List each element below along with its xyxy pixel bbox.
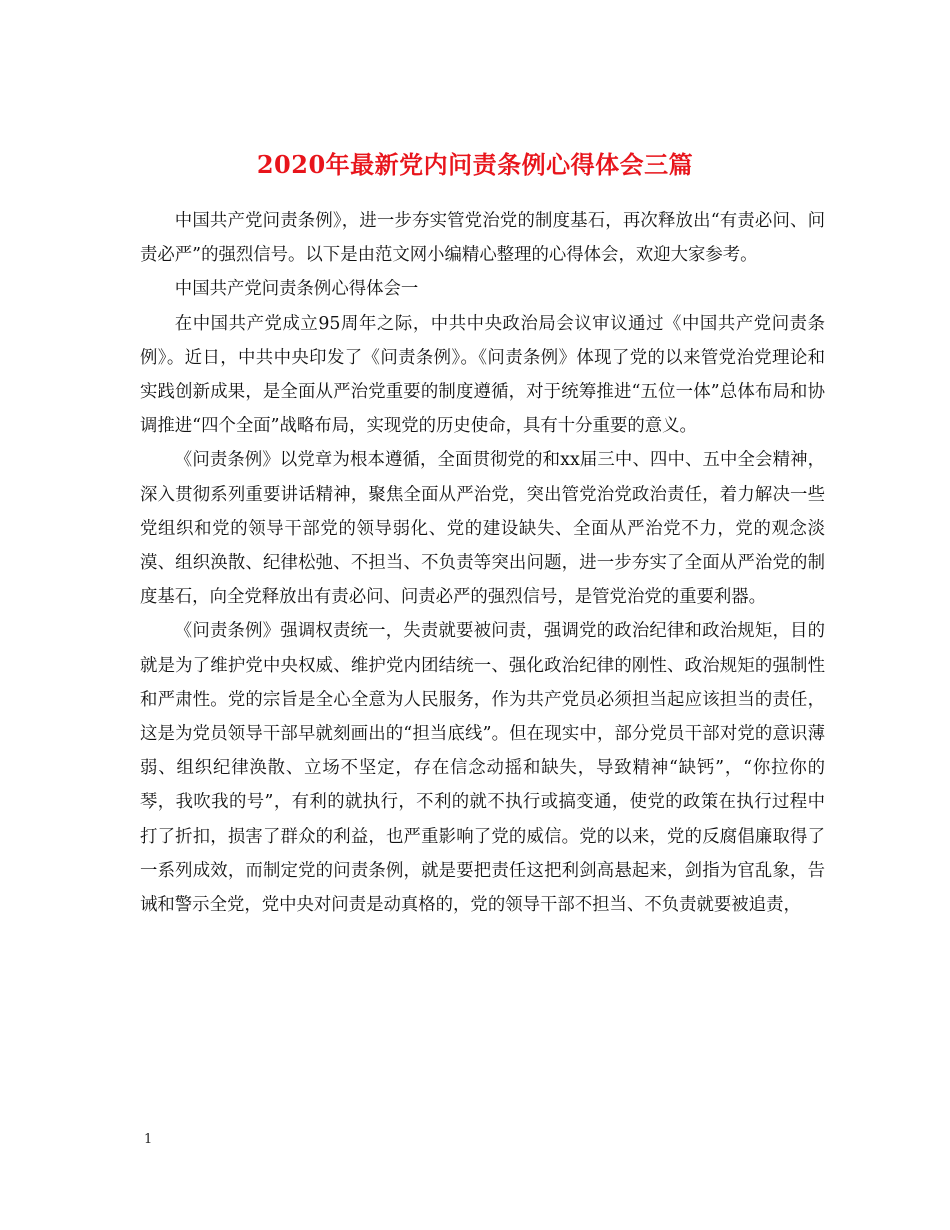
- page-number: 1: [144, 1132, 153, 1147]
- section-heading: 中国共产党问责条例心得体会一: [174, 279, 419, 300]
- paragraph-1: 在中国共产党成立95周年之际，中共中央政治局会议审议通过《中国共产党问责条例》。近日，中共中央印发了《问责条例》。《问责条例》体现了党的以来管党治党理论和实践创新成果，是全面从严治党重要的制度遵循，对于统筹推进“五位一体”总体布局和协调推进“四个全面”战略布局，实现党的历史使命，具有十分重要的意义。: [140, 313, 825, 437]
- paragraph-2: 《问责条例》以党章为根本遵循，全面贯彻党的和xx届三中、四中、五中全会精神，深入贯彻系列重要讲话精神，聚焦全面从严治党，突出管党治党政治责任，着力解决一些党组织和党的领导干部党的领导弱化、党的建设缺失、全面从严治党不力，党的观念淡漠、组织涣散、纪律松弛、不担当、不负责等突出问题，进一步夯实了全面从严治党的制度基石，向全党释放出有责必问、问责必严的强烈信号，是管党治党的重要利器。: [140, 450, 825, 608]
- document-title: 2020年最新党内问责条例心得体会三篇: [256, 150, 694, 180]
- document-body: [140, 204, 825, 922]
- paragraph-3: 《问责条例》强调权责统一，失责就要被问责，强调党的政治纪律和政治规矩，目的就是为了维护党中央权威、维护党内团结统一、强化政治纪律的刚性、政治规矩的强制性和严肃性。党的宗旨是全心全意为人民服务，作为共产党员必须担当起应该担当的责任，这是为党员领导干部早就刻画出的“担当底线”。但在现实中，部分党员干部对党的意识薄弱、组织纪律涣散、立场不坚定，存在信念动摇和缺失，导致精神“缺钙”，“你拉你的琴，我吹我的号”，有利的就执行，不利的就不执行或搞变通，使党的政策在执行过程中打了折扣，损害了群众的利益，也严重影响了党的威信。党的以来，党的反腐倡廉取得了一系列成效，而制定党的问责条例，就是要把责任这把利剑高悬起来，剑指为官乱象，告诫和警示全党，党中央对问责是动真格的，党的领导干部不担当、不负责就要被追责，: [140, 621, 825, 916]
- paragraph-intro: 中国共产党问责条例》，进一步夯实管党治党的制度基石，再次释放出“有责必问、问责必严”的强烈信号。以下是由范文网小编精心整理的心得体会，欢迎大家参考。: [140, 211, 825, 266]
